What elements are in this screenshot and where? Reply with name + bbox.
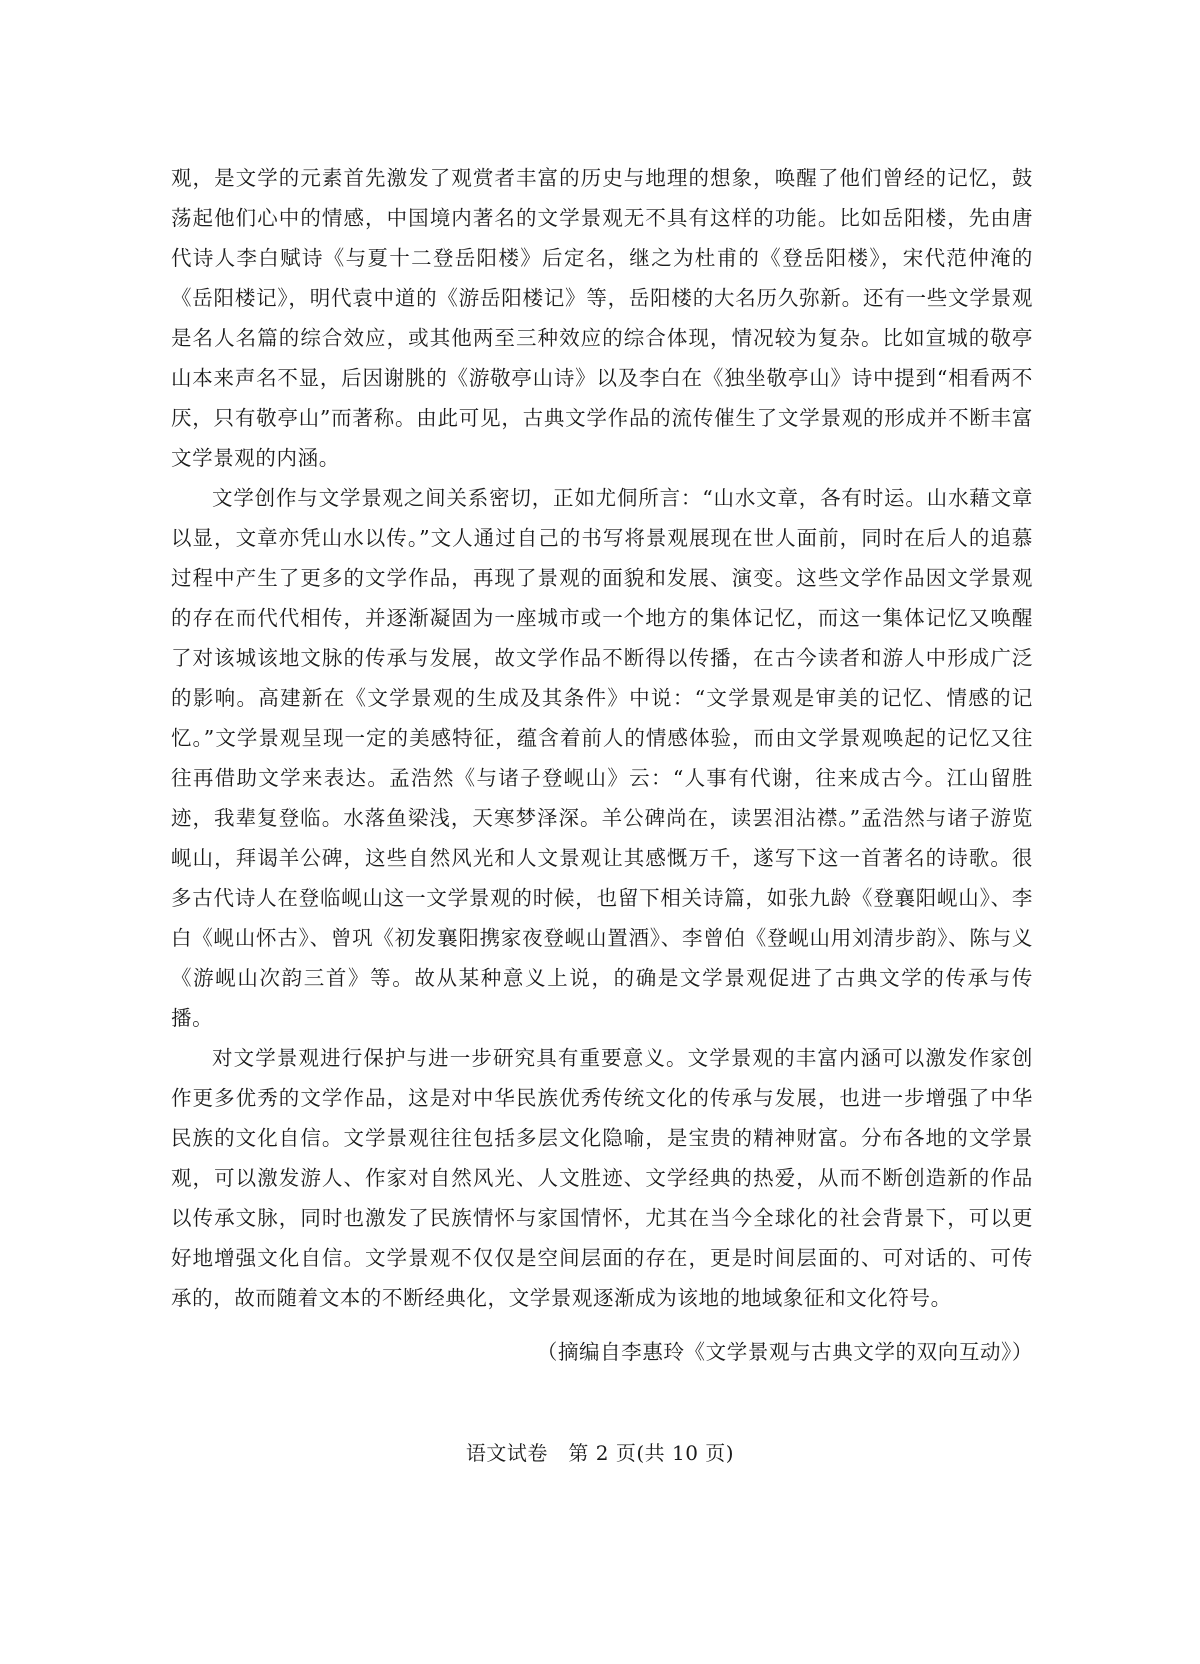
paragraph-protection-significance: 对文学景观进行保护与进一步研究具有重要意义。文学景观的丰富内涵可以激发作家创作更多优秀的文学作品，这是对中华民族优秀传统文化的传承与发展，也进一步增强了中华民族的文化自信。文学景观往往包括多层文化隐喻，是宝贵的精神财富。分布各地的文学景观，可以激发游人、作家对自然风光、人文胜迹、文学经典的热爱，从而不断创造新的作品以传承文脉，同时也激发了民族情怀与家国情怀，尤其在当今全球化的社会背景下，可以更好地增强文化自信。文学景观不仅仅是空间层面的存在，更是时间层面的、可对话的、可传承的，故而随着文本的不断经典化，文学景观逐渐成为该地的地域象征和文化符号。 [171, 1046, 1033, 1310]
paragraph-continued: 观，是文学的元素首先激发了观赏者丰富的历史与地理的想象，唤醒了他们曾经的记忆，鼓荡起他们心中的情感，中国境内著名的文学景观无不具有这样的功能。比如岳阳楼，先由唐代诗人李白赋诗《与夏十二登岳阳楼》后定名，继之为杜甫的《登岳阳楼》，宋代范仲淹的《岳阳楼记》，明代袁中道的《游岳阳楼记》等，岳阳楼的大名历久弥新。还有一些文学景观是名人名篇的综合效应，或其他两至三种效应的综合体现，情况较为复杂。比如宣城的敬亭山本来声名不显，后因谢朓的《游敬亭山诗》以及李白在《独坐敬亭山》诗中提到“相看两不厌，只有敬亭山”而著称。由此可见，古典文学作品的流传催生了文学景观的形成并不断丰富文学景观的内涵。 [171, 166, 1033, 470]
source-citation: （摘编自李惠玲《文学景观与古典文学的双向互动》） [536, 1340, 1033, 1364]
page-footer: 语文试卷 第 2 页(共 10 页) [465, 1441, 735, 1465]
document-body [171, 158, 1033, 1372]
paragraph-creation-relationship: 文学创作与文学景观之间关系密切，正如尤侗所言：“山水文章，各有时运。山水藉文章以显，文章亦凭山水以传。”文人通过自己的书写将景观展现在世人面前，同时在后人的追慕过程中产生了更多的文学作品，再现了景观的面貌和发展、演变。这些文学作品因文学景观的存在而代代相传，并逐渐凝固为一座城市或一个地方的集体记忆，而这一集体记忆又唤醒了对该城该地文脉的传承与发展，故文学作品不断得以传播，在古今读者和游人中形成广泛的影响。高建新在《文学景观的生成及其条件》中说：“文学景观是审美的记忆、情感的记忆。”文学景观呈现一定的美感特征，蕴含着前人的情感体验，而由文学景观唤起的记忆又往往再借助文学来表达。孟浩然《与诸子登岘山》云：“人事有代谢，往来成古今。江山留胜迹，我辈复登临。水落鱼梁浅，天寒梦泽深。羊公碑尚在，读罢泪沾襟。”孟浩然与诸子游览岘山，拜谒羊公碑，这些自然风光和人文景观让其感慨万千，遂写下这一首著名的诗歌。很多古代诗人在登临岘山这一文学景观的时候，也留下相关诗篇，如张九龄《登襄阳岘山》、李白《岘山怀古》、曾巩《初发襄阳携家夜登岘山置酒》、李曾伯《登岘山用刘清步韵》、陈与义《游岘山次韵三首》等。故从某种意义上说，的确是文学景观促进了古典文学的传承与传播。 [171, 486, 1033, 1030]
